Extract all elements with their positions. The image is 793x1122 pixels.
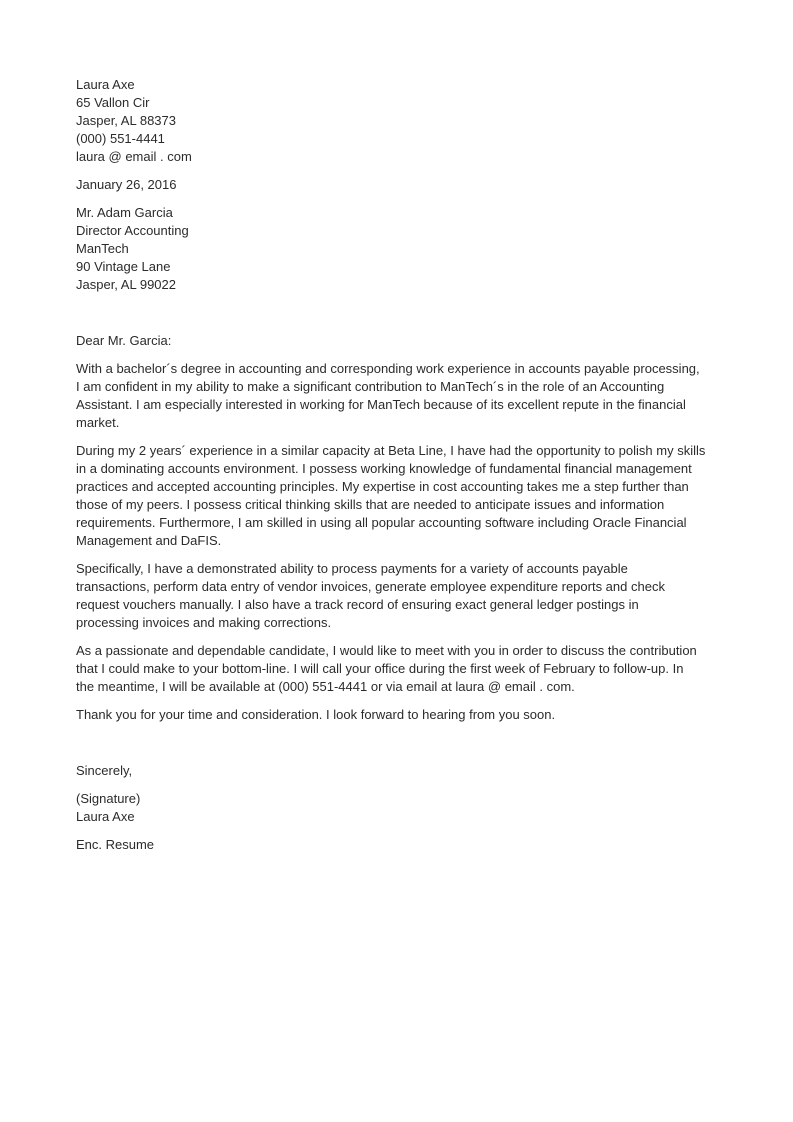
paragraph-line: that I could make to your bottom-line. I will call your office during the first week of February to follow-up. In (76, 661, 684, 676)
paragraph-line: market. (76, 415, 120, 430)
cover-letter (76, 76, 726, 854)
sender-phone: (000) 551-4441 (76, 131, 165, 146)
body-paragraph-2 (76, 442, 726, 550)
body-paragraph-4 (76, 642, 726, 696)
signer-name: Laura Axe (76, 809, 135, 824)
paragraph-line: request vouchers manually. I also have a track record of ensuring exact general ledger postings in (76, 597, 639, 612)
signature: (Signature) (76, 791, 141, 806)
enclosure-block (76, 836, 726, 854)
recipient-block (76, 204, 726, 294)
valediction: Sincerely, (76, 763, 133, 778)
letter-date-block (76, 176, 726, 194)
paragraph-line: requirements. Furthermore, I am skilled in using all popular accounting software including Oracle Financial (76, 515, 687, 530)
body-paragraph-1 (76, 360, 726, 432)
paragraph-line: As a passionate and dependable candidate, I would like to meet with you in order to discuss the contribution (76, 643, 697, 658)
recipient-title: Director Accounting (76, 223, 189, 238)
paragraph-line: in a dominating accounts environment. I possess working knowledge of fundamental financial management (76, 461, 692, 476)
paragraph-line: Assistant. I am especially interested in working for ManTech because of its excellent repute in the financial (76, 397, 686, 412)
sender-name: Laura Axe (76, 77, 135, 92)
paragraph-line: the meantime, I will be available at (000) 551-4441 or via email at laura @ email . com. (76, 679, 575, 694)
paragraph-line: those of my peers. I possess critical thinking skills that are needed to anticipate issues and information (76, 497, 665, 512)
body-paragraph-5 (76, 706, 726, 724)
paragraph-line: Management and DaFIS. (76, 533, 222, 548)
recipient-city-state-zip: Jasper, AL 99022 (76, 277, 176, 292)
recipient-name: Mr. Adam Garcia (76, 205, 173, 220)
signature-block (76, 790, 726, 826)
salutation-block (76, 332, 726, 350)
valediction-block (76, 762, 726, 780)
sender-block (76, 76, 726, 166)
paragraph-line: I am confident in my ability to make a significant contribution to ManTech´s in the role of an Accounting (76, 379, 665, 394)
paragraph-line: With a bachelor´s degree in accounting and corresponding work experience in accounts payable processing, (76, 361, 700, 376)
paragraph-line: practices and accepted accounting principles. My expertise in cost accounting takes me a step further than (76, 479, 689, 494)
recipient-address: 90 Vintage Lane (76, 259, 171, 274)
paragraph-line: During my 2 years´ experience in a similar capacity at Beta Line, I have had the opportunity to polish my skills (76, 443, 706, 458)
salutation: Dear Mr. Garcia: (76, 333, 172, 348)
paragraph-line: Specifically, I have a demonstrated ability to process payments for a variety of accounts payable (76, 561, 628, 576)
paragraph-line: Thank you for your time and consideration. I look forward to hearing from you soon. (76, 707, 556, 722)
paragraph-line: transactions, perform data entry of vendor invoices, generate employee expenditure reports and check (76, 579, 665, 594)
body-paragraph-3 (76, 560, 726, 632)
recipient-company: ManTech (76, 241, 129, 256)
enclosure: Enc. Resume (76, 837, 155, 852)
sender-city-state-zip: Jasper, AL 88373 (76, 113, 176, 128)
sender-email: laura @ email . com (76, 149, 192, 164)
paragraph-line: processing invoices and making corrections. (76, 615, 332, 630)
letter-date: January 26, 2016 (76, 177, 177, 192)
sender-address: 65 Vallon Cir (76, 95, 150, 110)
